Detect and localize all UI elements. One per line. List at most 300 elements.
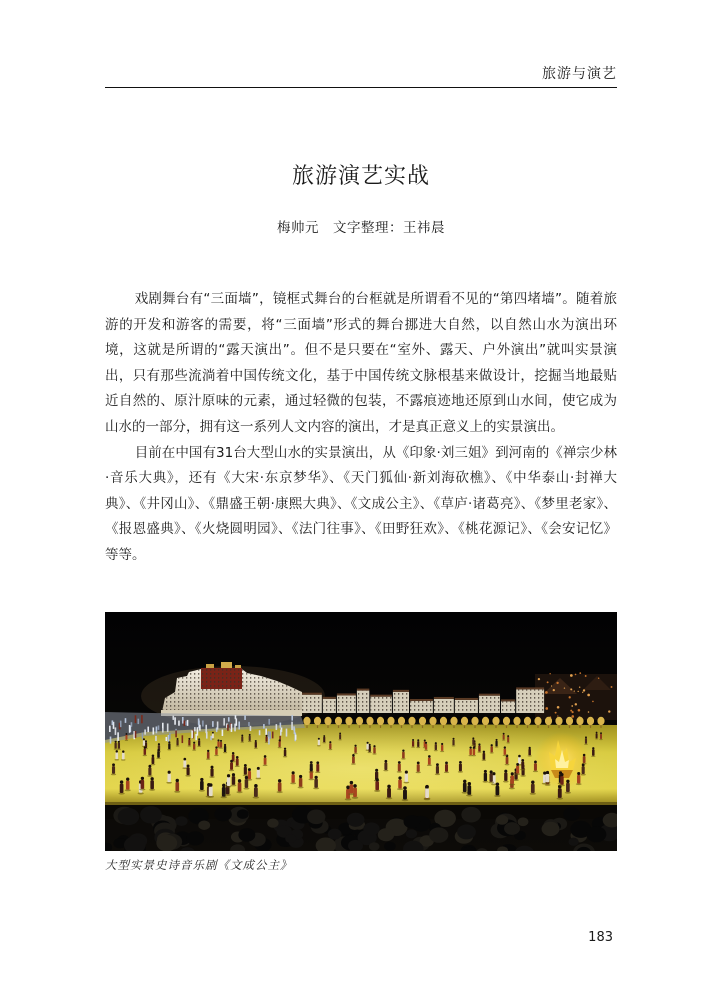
- performer-head: [507, 735, 509, 737]
- backstage-performer: [129, 725, 131, 733]
- performer-head: [350, 781, 353, 784]
- backstage-performer: [169, 733, 171, 739]
- town-building-windows: [479, 696, 500, 713]
- performer-head: [435, 742, 437, 744]
- backstage-performer: [167, 723, 169, 732]
- performer-head: [236, 756, 239, 759]
- performer: [469, 749, 471, 755]
- performer-head: [560, 773, 563, 776]
- performer: [141, 780, 145, 789]
- performer-head: [177, 738, 179, 740]
- performer: [518, 757, 521, 764]
- window-light: [578, 709, 581, 712]
- performer-head: [241, 735, 243, 737]
- town-building-windows: [323, 699, 336, 713]
- performer-head: [503, 733, 505, 735]
- performer: [366, 744, 368, 750]
- performer: [507, 737, 509, 742]
- window-light: [557, 715, 558, 716]
- performer-head: [299, 775, 302, 778]
- performer-shadow: [482, 759, 487, 761]
- backstage-performer: [153, 727, 155, 734]
- backstage-performer: [238, 722, 240, 730]
- performer: [314, 779, 318, 788]
- performer: [143, 740, 145, 746]
- performer-shadow: [506, 742, 510, 743]
- audience-head: [238, 828, 255, 842]
- performer-head: [478, 743, 480, 745]
- performer: [210, 769, 213, 777]
- window-light: [556, 682, 558, 684]
- performer: [504, 749, 506, 755]
- performer-head: [310, 761, 313, 764]
- backstage-performer: [109, 726, 111, 732]
- performer: [150, 780, 154, 789]
- performer-head: [384, 760, 387, 763]
- backstage-performer: [250, 726, 252, 731]
- window-light: [555, 712, 557, 714]
- performance-photo: [105, 612, 617, 851]
- ornament: [471, 717, 478, 725]
- performer-head: [428, 755, 431, 758]
- performer: [266, 737, 268, 742]
- performer: [176, 740, 178, 745]
- performer: [310, 764, 313, 772]
- performer-head: [145, 740, 147, 742]
- performer-shadow: [188, 745, 192, 746]
- ornament: [440, 717, 447, 725]
- performer-head: [244, 764, 247, 767]
- performer: [122, 753, 125, 760]
- performer-head: [376, 778, 379, 781]
- backstage-performer: [112, 720, 114, 725]
- performer-head: [183, 758, 186, 761]
- performer: [402, 752, 405, 759]
- town-building-roof: [479, 694, 500, 696]
- performer-shadow: [206, 758, 210, 759]
- backstage-performer: [175, 730, 177, 737]
- performer: [257, 770, 260, 778]
- ornament: [503, 717, 510, 725]
- performer-shadow: [502, 740, 505, 741]
- backstage-performer: [191, 730, 193, 738]
- performer: [209, 787, 213, 796]
- backstage-performer: [235, 715, 237, 719]
- performer-shadow: [322, 742, 326, 743]
- performer: [114, 743, 116, 749]
- performer: [198, 740, 200, 746]
- performer-head: [188, 738, 190, 740]
- backstage-performer: [265, 729, 267, 736]
- performer-shadow: [452, 745, 456, 746]
- performer: [484, 773, 487, 781]
- performer-head: [217, 739, 219, 741]
- window-light: [582, 692, 583, 693]
- performer-head: [284, 748, 286, 750]
- performer-shadow: [278, 747, 282, 748]
- ornament: [335, 717, 342, 725]
- performer: [115, 753, 118, 760]
- performer: [577, 775, 580, 783]
- backstage-performer: [144, 729, 146, 734]
- backstage-performer: [162, 723, 164, 729]
- performer: [534, 763, 537, 770]
- performer-shadow: [229, 770, 234, 772]
- performer: [398, 764, 401, 772]
- performer-shadow: [248, 741, 252, 742]
- performer-shadow: [584, 744, 588, 745]
- audience-head: [586, 826, 606, 842]
- audience-head: [267, 819, 278, 828]
- audience-head: [186, 831, 204, 845]
- town-building-windows: [516, 689, 544, 713]
- backstage-performer: [280, 723, 282, 728]
- performance-photo-image: [105, 612, 617, 851]
- backstage-performer: [135, 731, 137, 738]
- dark-buildings-right: [535, 674, 617, 720]
- backstage-performer: [194, 727, 196, 731]
- performer-head: [546, 771, 549, 774]
- performer-head: [187, 764, 190, 767]
- performer: [212, 734, 214, 739]
- performer-shadow: [125, 740, 128, 741]
- performer-shadow: [121, 759, 126, 761]
- window-light: [545, 691, 548, 694]
- window-light: [575, 703, 577, 705]
- performer-head: [592, 747, 594, 749]
- backstage-performer: [268, 719, 270, 725]
- performer-head: [463, 780, 466, 783]
- performer-shadow: [366, 750, 370, 751]
- backstage-performer: [162, 728, 164, 733]
- performer-head: [126, 733, 128, 735]
- performer-shadow: [505, 764, 510, 766]
- backstage-performer: [178, 721, 180, 726]
- ornament: [576, 717, 583, 725]
- performer-shadow: [427, 764, 432, 766]
- audience-head: [328, 829, 342, 840]
- performer-head: [168, 771, 171, 774]
- window-light: [611, 686, 613, 688]
- performer: [375, 781, 379, 790]
- performer: [254, 787, 258, 797]
- town-building-roof: [516, 687, 544, 689]
- performer: [353, 788, 357, 798]
- performer-head: [318, 738, 320, 740]
- audience-head: [563, 807, 580, 821]
- performer: [373, 747, 375, 753]
- audience-head: [198, 820, 210, 829]
- page-number: 183: [588, 930, 613, 945]
- performer: [193, 744, 195, 750]
- performer-head: [403, 786, 407, 790]
- performer-shadow: [469, 755, 473, 756]
- performer-shadow: [434, 750, 438, 751]
- performer-head: [425, 785, 429, 789]
- performer-head: [491, 744, 493, 746]
- window-light: [575, 674, 577, 676]
- performer-head: [472, 737, 474, 739]
- stage-edge: [105, 802, 617, 805]
- town-building-windows: [357, 691, 369, 713]
- backstage-performer: [172, 716, 174, 720]
- backstage-performer: [223, 718, 225, 725]
- town-building-roof: [434, 697, 454, 699]
- backstage-performer: [158, 725, 160, 729]
- performer-head: [424, 739, 426, 741]
- town-building-windows: [370, 697, 392, 713]
- backstage-performer: [125, 718, 127, 723]
- performer-head: [369, 744, 371, 746]
- performer-shadow: [353, 753, 357, 754]
- performer-shadow: [503, 755, 507, 756]
- window-light: [538, 678, 540, 680]
- performer-head: [254, 784, 258, 788]
- performer-head: [278, 779, 281, 782]
- performer-shadow: [219, 747, 223, 748]
- performer-head: [398, 761, 401, 764]
- performer-head: [354, 745, 356, 747]
- performer-head: [352, 754, 355, 757]
- backstage-performer: [212, 721, 214, 727]
- performer-head: [314, 776, 317, 779]
- ornament: [419, 717, 426, 725]
- backstage-performer: [110, 737, 112, 744]
- performer-shadow: [143, 755, 147, 756]
- performer: [187, 767, 190, 775]
- performer: [506, 757, 509, 764]
- window-light: [553, 689, 555, 691]
- town-building-windows: [337, 695, 356, 713]
- backstage-performer: [156, 726, 158, 733]
- performer: [467, 785, 471, 794]
- performer: [157, 751, 160, 757]
- performer-head: [484, 770, 487, 773]
- performer: [318, 740, 320, 745]
- performer-head: [402, 749, 404, 751]
- performer-head: [417, 761, 420, 764]
- performer: [207, 752, 210, 759]
- window-light: [583, 689, 585, 691]
- window-light: [547, 681, 549, 683]
- performer: [278, 782, 282, 791]
- performer-head: [323, 735, 325, 737]
- performer-shadow: [223, 752, 227, 753]
- performer-head: [292, 771, 295, 774]
- performer-head: [459, 761, 462, 764]
- performer: [459, 764, 462, 772]
- performer-head: [387, 785, 391, 789]
- performer-shadow: [520, 769, 525, 771]
- performer: [435, 744, 437, 750]
- performer: [236, 759, 239, 766]
- backstage-performer: [155, 736, 157, 741]
- performer: [387, 788, 391, 798]
- audience-head: [406, 829, 417, 838]
- performer-head: [346, 786, 350, 790]
- performer-head: [353, 784, 357, 788]
- performer-head: [245, 776, 248, 779]
- backstage-performer: [138, 719, 140, 724]
- performer: [232, 776, 235, 785]
- ornament: [408, 717, 415, 725]
- performer: [503, 735, 505, 740]
- performer: [350, 784, 354, 793]
- performer: [441, 745, 443, 751]
- performer-head: [469, 746, 471, 748]
- performer: [546, 774, 549, 782]
- performer-head: [496, 739, 498, 741]
- performer: [255, 742, 257, 748]
- backstage-performer: [174, 717, 176, 724]
- performer-head: [316, 761, 319, 764]
- performer-head: [141, 777, 144, 780]
- performer-head: [224, 744, 226, 746]
- paragraph: 戏剧舞台有“三面墙”，镜框式舞台的台框就是所谓看不见的“第四堵墙”。随着旅游的开发和游客的需要，将“三面墙”形式的舞台挪进大自然，以自然山水为演出环境，这就是所谓的“露天演出”。但不是只要在“室外、露天、户外演出”就叫实景演出，只有那些流淌着中国传统文化，基于中国传统文脉根基来做设计，挖掘当地最贴近自然的、原汁原味的元素，通过轻微的包装，不露痕迹地还原到山水间，使它成为山水的一部分，拥有这一系列人文内容的演出，才是真正意义上的实景演出。: [105, 291, 617, 435]
- header-rule: [105, 87, 617, 88]
- performer-shadow: [372, 753, 376, 754]
- backstage-performer: [280, 730, 282, 736]
- performer: [299, 778, 303, 787]
- ornament: [524, 717, 531, 725]
- ornament: [345, 717, 352, 725]
- performer-head: [207, 750, 209, 752]
- performer-head: [266, 735, 268, 737]
- performer-head: [257, 767, 260, 770]
- performer: [516, 766, 519, 774]
- town-building-roof: [370, 695, 392, 697]
- ornament: [377, 717, 384, 725]
- performer-shadow: [241, 742, 245, 743]
- performer: [531, 784, 535, 793]
- performer: [566, 783, 570, 792]
- performer-head: [122, 750, 124, 752]
- town-building-roof: [337, 693, 356, 695]
- backstage-performer: [135, 715, 137, 723]
- performer-shadow: [351, 763, 356, 765]
- paragraph: 目前在中国有31台大型山水的实景演出，从《印象·刘三姐》到河南的《禅宗少林·音乐大典》，还有《大宋·东京梦华》、《天门狐仙·新刘海砍樵》、《中华泰山·封禅大典》、《井冈山》、《鼎盛王朝·康熙大典》、《文成公主》、《草庐·诸葛亮》、《梦里老家》、《报恩盛典》、《火烧圆明园》、《法门往事》、《田野狂欢》、《桃花源记》、《会安记忆》等等。: [105, 444, 617, 563]
- performer-head: [441, 743, 443, 745]
- performer-head: [168, 741, 170, 743]
- performer: [329, 743, 331, 749]
- performer-shadow: [176, 745, 180, 746]
- performer: [224, 746, 226, 752]
- performer-head: [249, 734, 251, 736]
- performer-shadow: [197, 746, 201, 747]
- audience-head: [518, 817, 529, 826]
- performer-head: [248, 768, 251, 771]
- performer-head: [504, 770, 507, 773]
- performer: [291, 774, 294, 782]
- ornament: [597, 717, 604, 725]
- performer-head: [198, 738, 200, 740]
- performer: [144, 749, 146, 755]
- performer: [249, 736, 251, 741]
- performer-shadow: [254, 748, 258, 749]
- performer: [491, 746, 493, 752]
- performer-head: [521, 759, 524, 762]
- window-light: [585, 675, 587, 677]
- performer: [483, 753, 486, 760]
- ornament: [534, 717, 541, 725]
- town-building-windows: [302, 695, 322, 713]
- performer: [425, 788, 429, 798]
- backstage-performer: [291, 715, 293, 721]
- performer: [152, 757, 155, 764]
- performer: [188, 740, 190, 745]
- town-building-windows: [393, 692, 409, 713]
- backstage-performer: [244, 715, 246, 720]
- performer: [592, 749, 595, 755]
- performer-head: [339, 732, 341, 734]
- performer-head: [264, 755, 267, 758]
- window-light: [564, 687, 565, 688]
- performer: [284, 750, 287, 756]
- performer: [528, 749, 531, 755]
- performer: [436, 766, 439, 774]
- performer-shadow: [440, 751, 444, 752]
- performer: [417, 764, 420, 772]
- ornament: [492, 717, 499, 725]
- performer-head: [115, 741, 117, 743]
- performer-head: [215, 746, 217, 748]
- performer: [452, 740, 454, 745]
- backstage-performer: [202, 721, 204, 727]
- performer: [425, 744, 427, 750]
- audience-head: [504, 822, 520, 835]
- performer: [368, 746, 370, 752]
- performer-head: [417, 739, 419, 741]
- performer-head: [582, 764, 585, 767]
- performer: [264, 758, 267, 765]
- window-light: [549, 673, 550, 674]
- performer: [238, 782, 242, 791]
- performer: [596, 733, 598, 738]
- town-building-roof: [323, 697, 336, 699]
- performer-head: [511, 772, 514, 775]
- performer-head: [144, 746, 146, 748]
- backstage-performer: [217, 721, 219, 729]
- performer-shadow: [167, 749, 171, 750]
- performer-shadow: [214, 755, 218, 756]
- performer-head: [193, 742, 195, 744]
- backstage-performer: [235, 718, 237, 725]
- audience-head: [175, 816, 187, 826]
- performer-head: [118, 741, 120, 743]
- audience-head: [237, 809, 249, 819]
- performer-shadow: [283, 756, 287, 757]
- performer-head: [158, 743, 160, 745]
- ornament: [356, 717, 363, 725]
- performer-head: [150, 777, 153, 780]
- audience-head: [542, 822, 560, 836]
- backstage-performer: [259, 730, 261, 735]
- town-building-roof: [302, 693, 322, 695]
- backstage-performer: [222, 730, 224, 736]
- window-light: [569, 696, 571, 698]
- performer-head: [405, 771, 408, 774]
- ornament: [513, 717, 520, 725]
- performer: [168, 743, 170, 749]
- town-building-roof: [393, 690, 409, 692]
- window-light: [587, 694, 590, 697]
- audience-head: [118, 808, 139, 825]
- performer: [167, 774, 170, 782]
- article-byline: 梅帅元 文字整理：王祎晨: [277, 220, 445, 236]
- performer: [585, 738, 587, 743]
- performer-head: [222, 784, 226, 788]
- performer-head: [126, 777, 129, 780]
